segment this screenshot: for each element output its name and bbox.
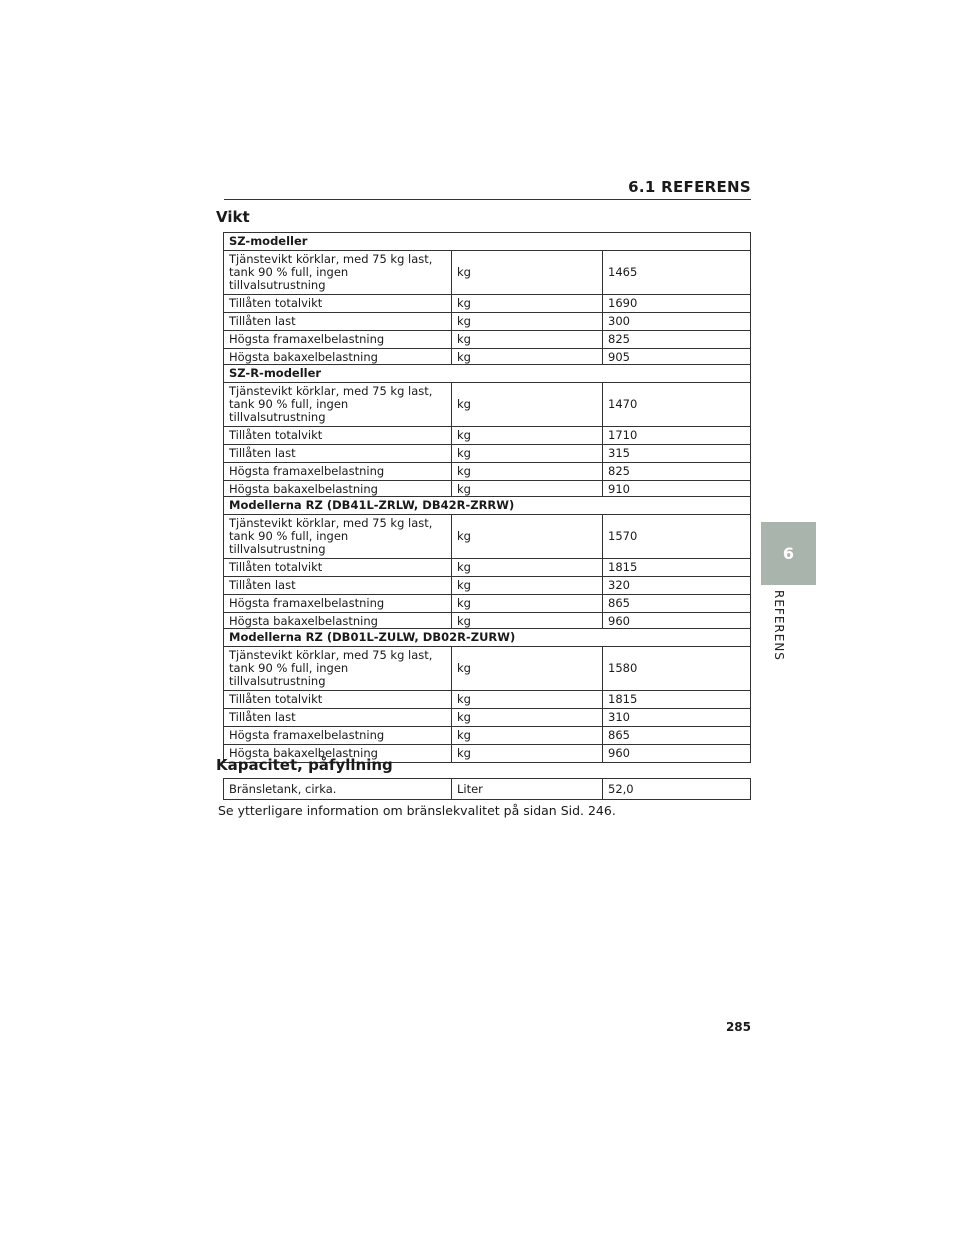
- cell-value: 320: [603, 577, 751, 595]
- cell-unit: kg: [452, 445, 603, 463]
- cell-unit: Liter: [452, 779, 603, 800]
- cell-unit: kg: [452, 647, 603, 691]
- weight-table: [223, 496, 751, 631]
- fuel-quality-note: Se ytterligare information om bränslekvalitet på sidan Sid. 246.: [218, 803, 616, 818]
- capacity-table: [223, 778, 751, 800]
- cell-value: 1690: [603, 295, 751, 313]
- cell-label: Högsta framaxelbelastning: [224, 463, 452, 481]
- cell-value: 960: [603, 613, 751, 631]
- table-row: [224, 647, 751, 691]
- cell-value: 960: [603, 745, 751, 763]
- cell-value: 825: [603, 331, 751, 349]
- chapter-tab-number: 6: [782, 544, 795, 563]
- cell-label: Tillåten last: [224, 577, 452, 595]
- cell-unit: kg: [452, 251, 603, 295]
- cell-label: Högsta bakaxelbelastning: [224, 745, 452, 763]
- cell-unit: kg: [452, 383, 603, 427]
- table-row: [224, 463, 751, 481]
- table-heading: Modellerna RZ (DB41L-ZRLW, DB42R-ZRRW): [224, 497, 751, 515]
- cell-unit: kg: [452, 515, 603, 559]
- table-row: [224, 295, 751, 313]
- cell-value: 52,0: [603, 779, 751, 800]
- cell-value: 1815: [603, 691, 751, 709]
- cell-label: Bränsletank, cirka.: [224, 779, 452, 800]
- section-title-vikt: Vikt: [216, 208, 250, 226]
- cell-label: Högsta bakaxelbelastning: [224, 349, 452, 367]
- section-title-kapacitet: Kapacitet, påfyllning: [216, 756, 393, 774]
- cell-unit: kg: [452, 331, 603, 349]
- cell-value: 1580: [603, 647, 751, 691]
- cell-unit: kg: [452, 691, 603, 709]
- cell-value: 315: [603, 445, 751, 463]
- cell-label: Tjänstevikt körklar, med 75 kg last, tank 90 % full, ingen tillvalsutrustning: [224, 383, 452, 427]
- table-heading: SZ-R-modeller: [224, 365, 751, 383]
- running-header: 6.1 REFERENS: [224, 178, 751, 200]
- chapter-tab-label: REFERENS: [772, 590, 786, 661]
- cell-unit: kg: [452, 559, 603, 577]
- table-row: [224, 779, 751, 800]
- cell-label: Tjänstevikt körklar, med 75 kg last, tank 90 % full, ingen tillvalsutrustning: [224, 251, 452, 295]
- page-number: 285: [725, 1020, 751, 1034]
- cell-value: 825: [603, 463, 751, 481]
- cell-label: Tillåten totalvikt: [224, 427, 452, 445]
- table-row: [224, 251, 751, 295]
- cell-unit: kg: [452, 613, 603, 631]
- cell-label: Tjänstevikt körklar, med 75 kg last, tank 90 % full, ingen tillvalsutrustning: [224, 515, 452, 559]
- table-row: [224, 445, 751, 463]
- cell-label: Tillåten totalvikt: [224, 559, 452, 577]
- cell-unit: kg: [452, 427, 603, 445]
- cell-unit: kg: [452, 481, 603, 499]
- table-heading: SZ-modeller: [224, 233, 751, 251]
- cell-value: 905: [603, 349, 751, 367]
- table-row: [224, 515, 751, 559]
- cell-unit: kg: [452, 313, 603, 331]
- table-row: [224, 595, 751, 613]
- cell-label: Högsta framaxelbelastning: [224, 727, 452, 745]
- chapter-tab[interactable]: [761, 522, 816, 585]
- table-row: [224, 691, 751, 709]
- cell-label: Tillåten totalvikt: [224, 295, 452, 313]
- cell-value: 910: [603, 481, 751, 499]
- table-row: [224, 383, 751, 427]
- cell-value: 1470: [603, 383, 751, 427]
- table-row: [224, 559, 751, 577]
- cell-label: Tillåten last: [224, 445, 452, 463]
- cell-unit: kg: [452, 295, 603, 313]
- weight-table: [223, 628, 751, 763]
- table-row: [224, 709, 751, 727]
- weight-table: [223, 364, 751, 499]
- cell-unit: kg: [452, 709, 603, 727]
- cell-label: Tillåten last: [224, 709, 452, 727]
- cell-unit: kg: [452, 463, 603, 481]
- cell-value: 300: [603, 313, 751, 331]
- cell-unit: kg: [452, 577, 603, 595]
- table-row: [224, 577, 751, 595]
- cell-label: Högsta framaxelbelastning: [224, 331, 452, 349]
- weight-table: [223, 232, 751, 367]
- table-row: [224, 727, 751, 745]
- table-row: [224, 331, 751, 349]
- cell-label: Tillåten totalvikt: [224, 691, 452, 709]
- cell-label: Högsta framaxelbelastning: [224, 595, 452, 613]
- cell-value: 1570: [603, 515, 751, 559]
- cell-value: 1815: [603, 559, 751, 577]
- cell-label: Tillåten last: [224, 313, 452, 331]
- cell-label: Högsta bakaxelbelastning: [224, 613, 452, 631]
- table-row: [224, 313, 751, 331]
- cell-value: 310: [603, 709, 751, 727]
- cell-unit: kg: [452, 349, 603, 367]
- cell-value: 865: [603, 595, 751, 613]
- table-heading: Modellerna RZ (DB01L-ZULW, DB02R-ZURW): [224, 629, 751, 647]
- cell-unit: kg: [452, 727, 603, 745]
- cell-label: Tjänstevikt körklar, med 75 kg last, tank 90 % full, ingen tillvalsutrustning: [224, 647, 452, 691]
- cell-unit: kg: [452, 595, 603, 613]
- cell-value: 1465: [603, 251, 751, 295]
- table-row: [224, 427, 751, 445]
- cell-value: 865: [603, 727, 751, 745]
- cell-label: Högsta bakaxelbelastning: [224, 481, 452, 499]
- cell-value: 1710: [603, 427, 751, 445]
- cell-unit: kg: [452, 745, 603, 763]
